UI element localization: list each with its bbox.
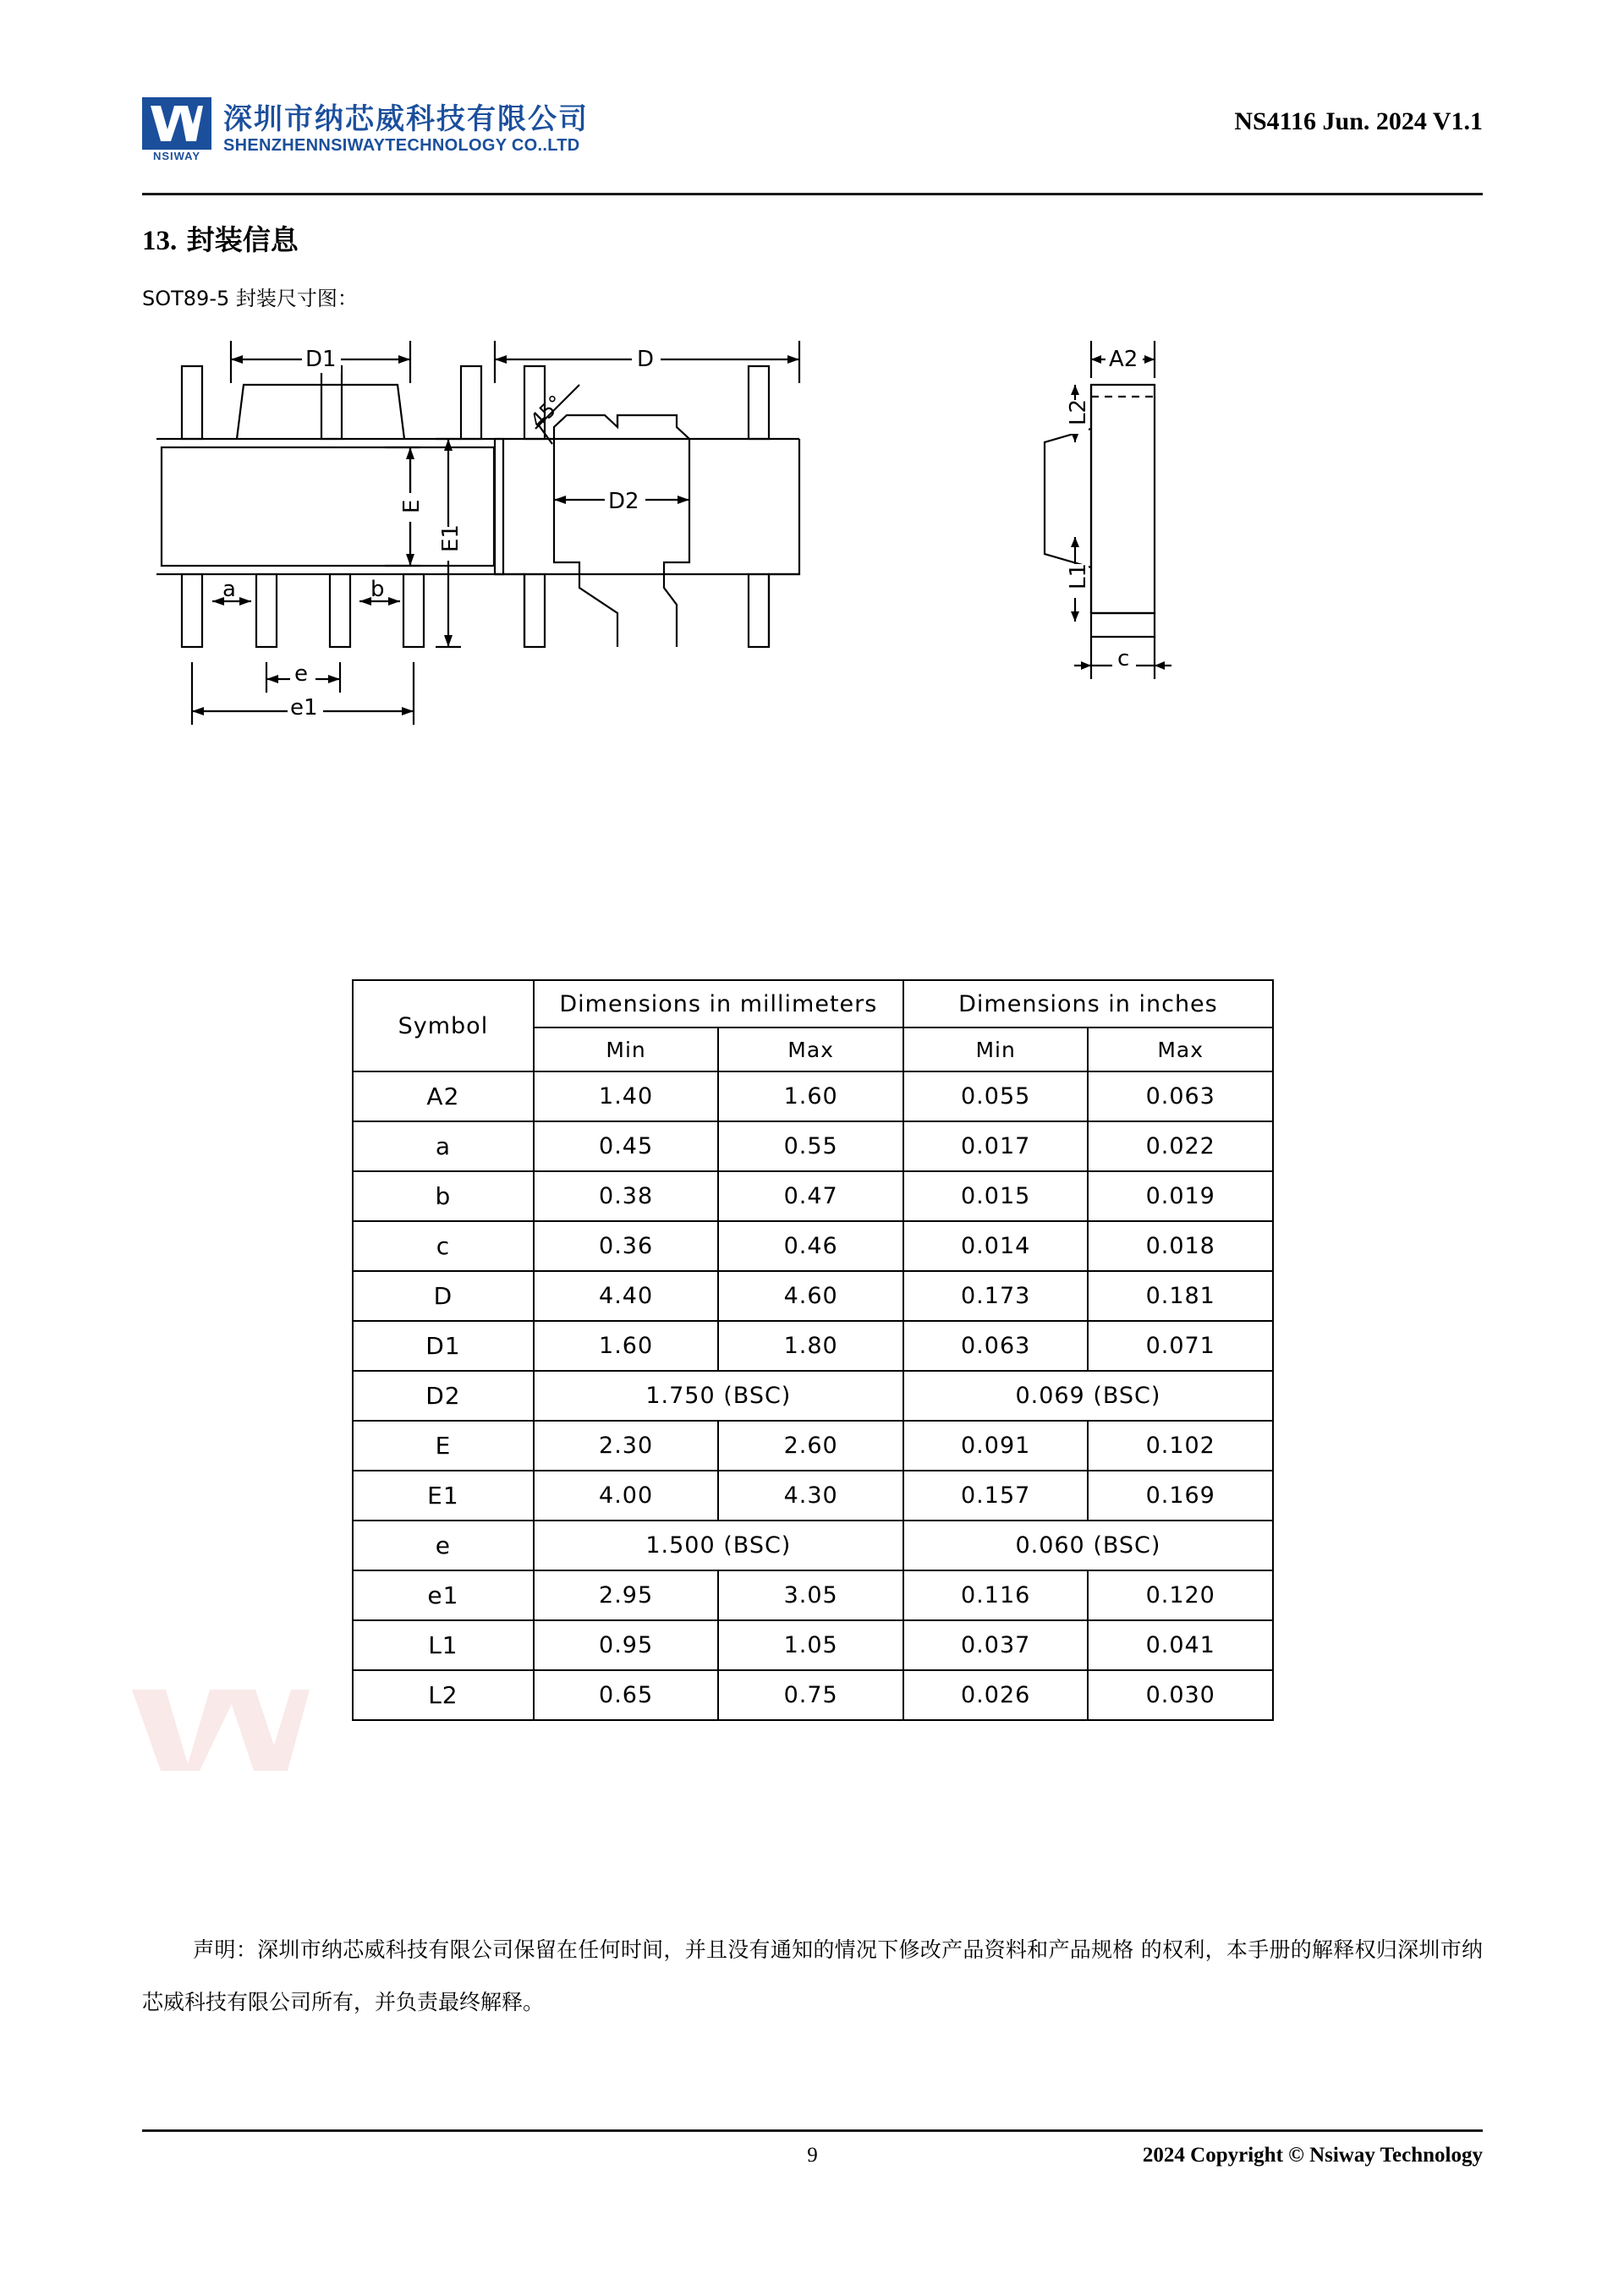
cell-in-min: 0.037 (903, 1620, 1089, 1670)
table-body (353, 1071, 1273, 1720)
cell-symbol: D1 (353, 1321, 534, 1371)
cell-symbol: e1 (353, 1570, 534, 1620)
document-reference: NS4116 Jun. 2024 V1.1 (1234, 107, 1483, 135)
section-heading (142, 218, 299, 258)
cell-in-max: 0.169 (1088, 1471, 1273, 1521)
cell-mm-min: 2.30 (534, 1421, 719, 1471)
cell-mm-max: 3.05 (718, 1570, 903, 1620)
label-d2: D2 (608, 489, 639, 514)
cell-mm-min: 4.00 (534, 1471, 719, 1521)
company-name-en: SHENZHENNSIWAYTECHNOLOGY CO..LTD (223, 136, 580, 155)
table-head (353, 980, 1273, 1071)
cell-in-min: 0.173 (903, 1271, 1089, 1321)
cell-mm-min: 1.60 (534, 1321, 719, 1371)
table-row (353, 1471, 1273, 1521)
cell-in-max: 0.102 (1088, 1421, 1273, 1471)
footer-divider (142, 2129, 1483, 2132)
cell-in-min: 0.026 (903, 1670, 1089, 1720)
label-d1: D1 (305, 347, 337, 372)
table-row (353, 1221, 1273, 1271)
logo-badge (142, 97, 211, 150)
cell-mm-max: 4.30 (718, 1471, 903, 1521)
header-mm-min: Min (534, 1027, 719, 1071)
logo-wordmark: NSIWAY (152, 150, 201, 162)
cell-mm-max: 1.60 (718, 1071, 903, 1121)
cell-in-max: 0.181 (1088, 1271, 1273, 1321)
package-outline-drawing (156, 334, 1476, 947)
cell-mm-max: 0.55 (718, 1121, 903, 1171)
label-c: c (1117, 646, 1130, 671)
cell-in-max: 0.030 (1088, 1670, 1273, 1720)
section-subtitle: SOT89-5 封装尺寸图： (142, 287, 358, 310)
cell-symbol: D2 (353, 1371, 534, 1421)
cell-mm-max: 4.60 (718, 1271, 903, 1321)
cell-in-max: 0.120 (1088, 1570, 1273, 1620)
table-row (353, 1371, 1273, 1421)
label-a: a (222, 577, 236, 602)
company-name-cn: 深圳市纳芯威科技有限公司 (223, 102, 589, 136)
page-footer (142, 2144, 1483, 2186)
header-mm-max: Max (718, 1027, 903, 1071)
cell-mm-min: 0.65 (534, 1670, 719, 1720)
label-d: D (637, 347, 655, 372)
section-number: 13. (142, 226, 178, 256)
logo-w-icon (149, 104, 205, 143)
table-row (353, 1071, 1273, 1121)
cell-symbol: c (353, 1221, 534, 1271)
cell-mm-min: 0.45 (534, 1121, 719, 1171)
copyright-notice: 2024 Copyright © Nsiway Technology (1142, 2144, 1483, 2167)
legal-statement (142, 1924, 1483, 2029)
label-b: b (370, 577, 385, 602)
cell-in-min: 0.157 (903, 1471, 1089, 1521)
page-number: 9 (807, 2144, 818, 2167)
section-title-text: 封装信息 (186, 223, 299, 256)
header-divider (142, 193, 1483, 195)
cell-in-min: 0.116 (903, 1570, 1089, 1620)
label-l2: L2 (1066, 398, 1091, 425)
cell-mm-max: 0.46 (718, 1221, 903, 1271)
table-row (353, 1271, 1273, 1321)
cell-symbol: D (353, 1271, 534, 1321)
header-inches: Dimensions in inches (903, 980, 1273, 1027)
cell-mm-min: 0.38 (534, 1171, 719, 1221)
label-e1-vertical: E1 (438, 524, 464, 552)
cell-mm-max: 1.80 (718, 1321, 903, 1371)
label-a2: A2 (1109, 347, 1138, 372)
table-row (353, 1171, 1273, 1221)
cell-mm-max: 0.75 (718, 1670, 903, 1720)
cell-in-max: 0.018 (1088, 1221, 1273, 1271)
cell-symbol: E1 (353, 1471, 534, 1521)
cell-in-max: 0.063 (1088, 1071, 1273, 1121)
cell-mm-max: 0.47 (718, 1171, 903, 1221)
cell-in-min: 0.091 (903, 1421, 1089, 1471)
table-row (353, 1570, 1273, 1620)
label-e1-span: e1 (290, 695, 318, 721)
cell-in-min: 0.015 (903, 1171, 1089, 1221)
label-e: E (399, 499, 425, 513)
cell-mm-max: 1.05 (718, 1620, 903, 1670)
cell-symbol: a (353, 1121, 534, 1171)
table-row (353, 1521, 1273, 1570)
cell-symbol: L2 (353, 1670, 534, 1720)
cell-in-min: 0.014 (903, 1221, 1089, 1271)
header-millimeters: Dimensions in millimeters (534, 980, 903, 1027)
cell-symbol: e (353, 1521, 534, 1570)
cell-in-min: 0.055 (903, 1071, 1089, 1121)
cell-mm-min: 1.40 (534, 1071, 719, 1121)
label-e-pitch: e (294, 661, 308, 687)
cell-in-max: 0.022 (1088, 1121, 1273, 1171)
cell-in-max: 0.019 (1088, 1171, 1273, 1221)
table-row (353, 1421, 1273, 1471)
cell-mm-min: 0.95 (534, 1620, 719, 1670)
cell-mm-span: 1.750 (BSC) (534, 1371, 903, 1421)
cell-in-span: 0.069 (BSC) (903, 1371, 1273, 1421)
cell-mm-min: 4.40 (534, 1271, 719, 1321)
page-header (142, 89, 1483, 173)
cell-in-min: 0.017 (903, 1121, 1089, 1171)
header-in-min: Min (903, 1027, 1089, 1071)
cell-symbol: L1 (353, 1620, 534, 1670)
cell-mm-span: 1.500 (BSC) (534, 1521, 903, 1570)
cell-symbol: E (353, 1421, 534, 1471)
cell-in-max: 0.041 (1088, 1620, 1273, 1670)
statement-line-2: 的权利，本手册的解释权归深圳市纳芯威科技有限公司所有，并负责最终解释。 (142, 1937, 1483, 2014)
table-row (353, 1670, 1273, 1720)
cell-mm-min: 2.95 (534, 1570, 719, 1620)
cell-mm-max: 2.60 (718, 1421, 903, 1471)
cell-symbol: A2 (353, 1071, 534, 1121)
dimensions-table (352, 979, 1274, 1721)
statement-line-1: 声明：深圳市纳芯威科技有限公司保留在任何时间，并且没有通知的情况下修改产品资料和产品规格 (193, 1937, 1134, 1962)
dimensions-table-container (352, 979, 1274, 1721)
watermark-logo (127, 1683, 321, 1776)
table-row (353, 1620, 1273, 1670)
cell-in-max: 0.071 (1088, 1321, 1273, 1371)
header-symbol: Symbol (353, 980, 534, 1071)
drawing-svg (156, 334, 1476, 947)
label-l1: L1 (1066, 562, 1091, 589)
cell-symbol: b (353, 1171, 534, 1221)
table-header-row-1 (353, 980, 1273, 1027)
cell-mm-min: 0.36 (534, 1221, 719, 1271)
header-in-max: Max (1088, 1027, 1273, 1071)
company-logo (142, 97, 211, 163)
label-45-degree: 45° (525, 390, 568, 433)
table-row (353, 1321, 1273, 1371)
table-row (353, 1121, 1273, 1171)
cell-in-span: 0.060 (BSC) (903, 1521, 1273, 1570)
cell-in-min: 0.063 (903, 1321, 1089, 1371)
